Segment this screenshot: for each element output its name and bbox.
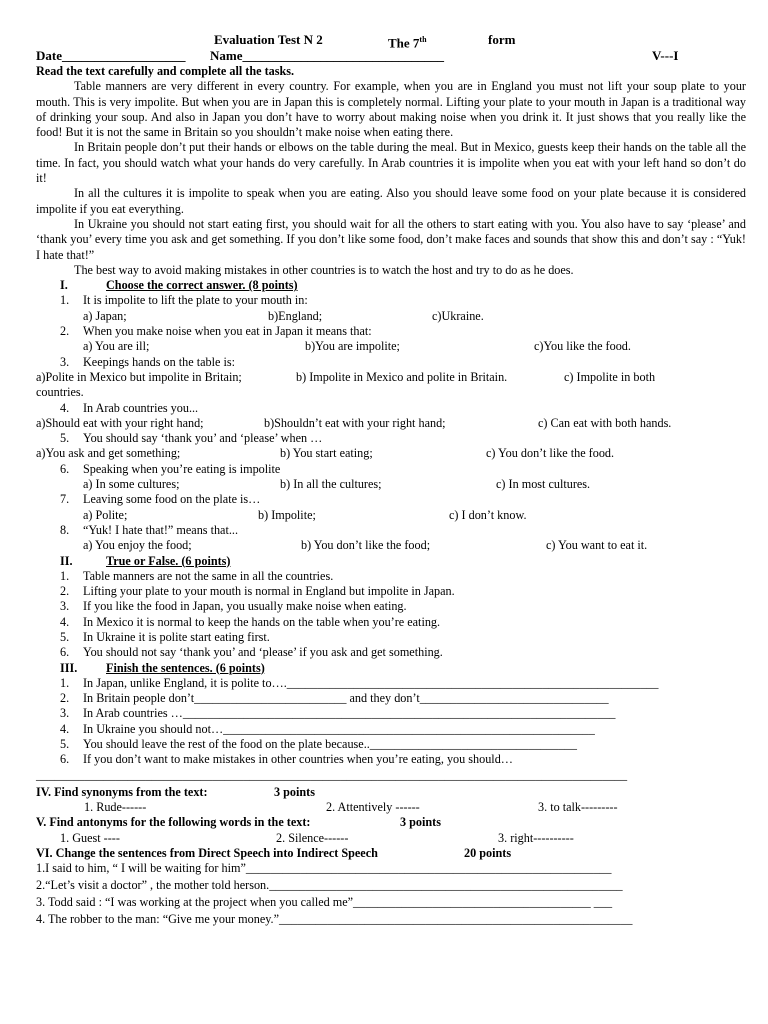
section-4-heading: [36, 785, 746, 800]
item-text: In Japan, unlike England, it is polite to…._____________________________________________________________: [83, 675, 659, 690]
item-number: 1.: [60, 675, 70, 690]
answer-line: [36, 768, 746, 785]
item-text: 3. Todd said : “I was working at the project when you called me”_______________________________________ ___: [36, 895, 613, 910]
question-text: Keepings hands on the table is:: [83, 354, 235, 369]
section-2-number: II.: [60, 553, 73, 568]
question-number: 6.: [60, 461, 70, 476]
option-a: a)Should eat with your right hand;: [36, 415, 204, 430]
true-false-item: [36, 599, 746, 614]
question-4: [36, 401, 746, 416]
option-b: b) You start eating;: [280, 446, 373, 461]
true-false-item: [36, 630, 746, 645]
option-c: c)You like the food.: [534, 339, 631, 354]
section-4-items: [36, 800, 746, 815]
option-c: c) I don’t know.: [449, 507, 527, 522]
item-number: 3.: [60, 599, 70, 614]
grade-text: The 7: [388, 35, 420, 51]
item-number: 4.: [60, 614, 70, 629]
item-text: Table manners are not the same in all the countries.: [83, 568, 334, 583]
option-c: c)Ukraine.: [432, 308, 484, 323]
option-a: a) You enjoy the food;: [83, 538, 192, 553]
item-number: 6.: [60, 645, 70, 660]
question-number: 5.: [60, 431, 70, 446]
option-c-continued: countries.: [36, 385, 84, 400]
option-a: a) You are ill;: [83, 339, 150, 354]
option-b: b) You don’t like the food;: [301, 538, 431, 553]
section-5-title: V. Find antonyms for the following words in the text:: [36, 815, 311, 830]
item-number: 5.: [60, 737, 70, 752]
section-3-number: III.: [60, 660, 78, 675]
question-8-options: [36, 538, 746, 553]
item-text: You should leave the rest of the food on the plate because..__________________________________: [83, 737, 577, 752]
option-b: b) In all the cultures;: [280, 477, 382, 492]
item-number: 3.: [60, 706, 70, 721]
paragraph-5: The best way to avoid making mistakes in other countries is to watch the host and try to do as he does.: [74, 262, 574, 277]
item-text: Lifting your plate to your mouth is normal in England but impolite in Japan.: [83, 584, 455, 599]
question-text: Speaking when you’re eating is impolite: [83, 461, 281, 476]
question-5: [36, 431, 746, 446]
question-text: It is impolite to lift the plate to your mouth in:: [83, 293, 308, 308]
item-number: 4.: [60, 721, 70, 736]
finish-sentence-item: [36, 722, 746, 737]
item-text: In Ukraine you should not…_____________________________________________________________: [83, 721, 595, 736]
test-page: [36, 32, 746, 929]
section-5-points: 3 points: [400, 815, 441, 830]
question-number: 3.: [60, 354, 70, 369]
option-b: b) Impolite in Mexico and polite in Britain.: [296, 369, 508, 384]
question-3-options-cont: [36, 385, 746, 400]
question-text: When you make noise when you eat in Japan it means that:: [83, 324, 372, 339]
item-text: 4. The robber to the man: “Give me your money.”__________________________________________________________: [36, 912, 633, 927]
section-5-heading: [36, 815, 746, 830]
question-number: 8.: [60, 522, 70, 537]
finish-sentence-item: [36, 676, 746, 691]
option-a: a) Japan;: [83, 308, 127, 323]
question-6: [36, 462, 746, 477]
section-1-title: Choose the correct answer. (8 points): [106, 278, 298, 293]
antonym-item-3: 3. right----------: [498, 830, 574, 845]
option-c: c) In most cultures.: [496, 477, 591, 492]
section-5-items: [36, 831, 746, 846]
option-b: b)England;: [268, 308, 323, 323]
question-number: 2.: [60, 324, 70, 339]
true-false-item: [36, 645, 746, 660]
item-text: 1.I said to him, “ I will be waiting for him”____________________________________________________________: [36, 861, 612, 876]
option-b: b)You are impolite;: [305, 339, 400, 354]
item-text: In Mexico it is normal to keep the hands on the table when you’re eating.: [83, 614, 441, 629]
date-field: Date___________________: [36, 48, 186, 63]
option-c: c) Can eat with both hands.: [538, 415, 672, 430]
finish-sentence-item: [36, 691, 746, 706]
answer-blank: _________________________________________________________________________________________________: [36, 767, 628, 782]
option-c: c) You don’t like the food.: [486, 446, 615, 461]
paragraph-3: In all the cultures it is impolite to speak when you are eating. Also you should leave some food on your plate because it is considered impolite if you eat everything.: [36, 186, 746, 216]
instruction: Read the text carefully and complete all the tasks.: [36, 64, 295, 78]
option-b: b) Impolite;: [258, 507, 316, 522]
grade-sup: th: [419, 35, 427, 44]
section-3-title: Finish the sentences. (6 points): [106, 660, 265, 675]
question-4-options: [36, 416, 746, 431]
option-c: c) Impolite in both: [564, 369, 656, 384]
section-2-title: True or False. (6 points): [106, 553, 231, 568]
question-number: 7.: [60, 492, 70, 507]
item-number: 2.: [60, 691, 70, 706]
option-a: a) In some cultures;: [83, 477, 180, 492]
question-text: In Arab countries you...: [83, 400, 199, 415]
item-number: 6.: [60, 752, 70, 767]
question-text: You should say ‘thank you’ and ‘please’ when …: [83, 431, 323, 446]
test-title: Evaluation Test N 2: [214, 32, 323, 47]
item-number: 1.: [60, 568, 70, 583]
item-text: If you don’t want to make mistakes in other countries when you’re eating, you should…: [83, 752, 513, 767]
question-number: 1.: [60, 293, 70, 308]
antonym-item-1: 1. Guest ----: [60, 830, 120, 845]
section-2-heading: [36, 554, 746, 569]
antonym-item-2: 2. Silence------: [276, 830, 349, 845]
form-label: form: [488, 32, 516, 47]
true-false-item: [36, 569, 746, 584]
question-2-options: [36, 339, 746, 354]
finish-sentence-item: [36, 752, 746, 767]
section-1-heading: [36, 278, 746, 293]
true-false-item: [36, 615, 746, 630]
section-6-points: 20 points: [464, 845, 512, 860]
section-6-title: VI. Change the sentences from Direct Speech into Indirect Speech: [36, 845, 378, 860]
question-8: [36, 523, 746, 538]
item-number: 5.: [60, 629, 70, 644]
indirect-speech-item: [36, 861, 746, 878]
paragraph-4: In Ukraine you should not start eating first, you should wait for all the others to start eating with you. You also have to say ‘please’ and ‘thank you’ every time you ask and get something. If you don’t like some food, don’t make faces and sounds that show this and don’t say : “Yuk! I hate that!”: [36, 216, 746, 262]
section-1-number: I.: [60, 278, 68, 293]
finish-sentence-item: [36, 737, 746, 752]
variant-label: V---I: [652, 48, 679, 63]
header-row-1: [36, 32, 746, 51]
question-7: [36, 492, 746, 507]
question-1-options: [36, 309, 746, 324]
name-field: Name_______________________________: [210, 48, 444, 63]
question-text: Leaving some food on the plate is…: [83, 492, 261, 507]
item-text: In Britain people don’t_________________________ and they don’t_______________________________: [83, 691, 609, 706]
item-text: In Arab countries …_______________________________________________________________________: [83, 706, 616, 721]
question-7-options: [36, 508, 746, 523]
synonym-item-2: 2. Attentively ------: [326, 799, 420, 814]
item-text: If you like the food in Japan, you usually make noise when eating.: [83, 599, 407, 614]
question-6-options: [36, 477, 746, 492]
option-a: a)You ask and get something;: [36, 446, 181, 461]
option-b: b)Shouldn’t eat with your right hand;: [264, 415, 446, 430]
question-1: [36, 293, 746, 308]
option-c: c) You want to eat it.: [546, 538, 648, 553]
true-false-item: [36, 584, 746, 599]
question-3: [36, 355, 746, 370]
section-3-heading: [36, 661, 746, 676]
paragraph-2: In Britain people don’t put their hands or elbows on the table during the meal. But in Mexico, guests keep their hands on the table all the time. In fact, you should watch what your hands do very carefully. In Arab countries it is impolite when you eat with your left hand so don’t do it!: [36, 140, 746, 186]
indirect-speech-item: [36, 912, 746, 929]
synonym-item-1: 1. Rude------: [84, 799, 147, 814]
paragraph-1: Table manners are very different in every country. For example, when you are in England you must not lift your soup plate to your mouth. This is very impolite. But when you are in Japan this is completely normal. Lifting your plate to your mouth in Japan is a traditional way of drinking your soup. And also in Japan you don’t have to worry about making noise when you drink it. It just shows that you really like the food! But it is not the same in Britain so you shouldn’t make noise when eating there.: [36, 79, 746, 140]
header-row-2: [36, 48, 746, 64]
item-number: 2.: [60, 584, 70, 599]
option-a: a)Polite in Mexico but impolite in Britain;: [36, 369, 242, 384]
option-a: a) Polite;: [83, 507, 128, 522]
item-text: 2.“Let’s visit a doctor” , the mother told herson.__________________________________________________________: [36, 878, 623, 893]
item-text: In Ukraine it is polite start eating first.: [83, 629, 270, 644]
synonym-item-3: 3. to talk---------: [538, 799, 618, 814]
question-number: 4.: [60, 400, 70, 415]
question-2: [36, 324, 746, 339]
indirect-speech-item: [36, 895, 746, 912]
question-text: “Yuk! I hate that!” means that...: [83, 522, 238, 537]
item-text: You should not say ‘thank you’ and ‘please’ if you ask and get something.: [83, 645, 443, 660]
section-4-title: IV. Find synonyms from the text:: [36, 784, 208, 799]
indirect-speech-item: [36, 878, 746, 895]
section-4-points: 3 points: [274, 784, 315, 799]
finish-sentence-item: [36, 706, 746, 721]
question-5-options: [36, 446, 746, 461]
section-6-heading: [36, 846, 746, 861]
question-3-options: [36, 370, 746, 385]
